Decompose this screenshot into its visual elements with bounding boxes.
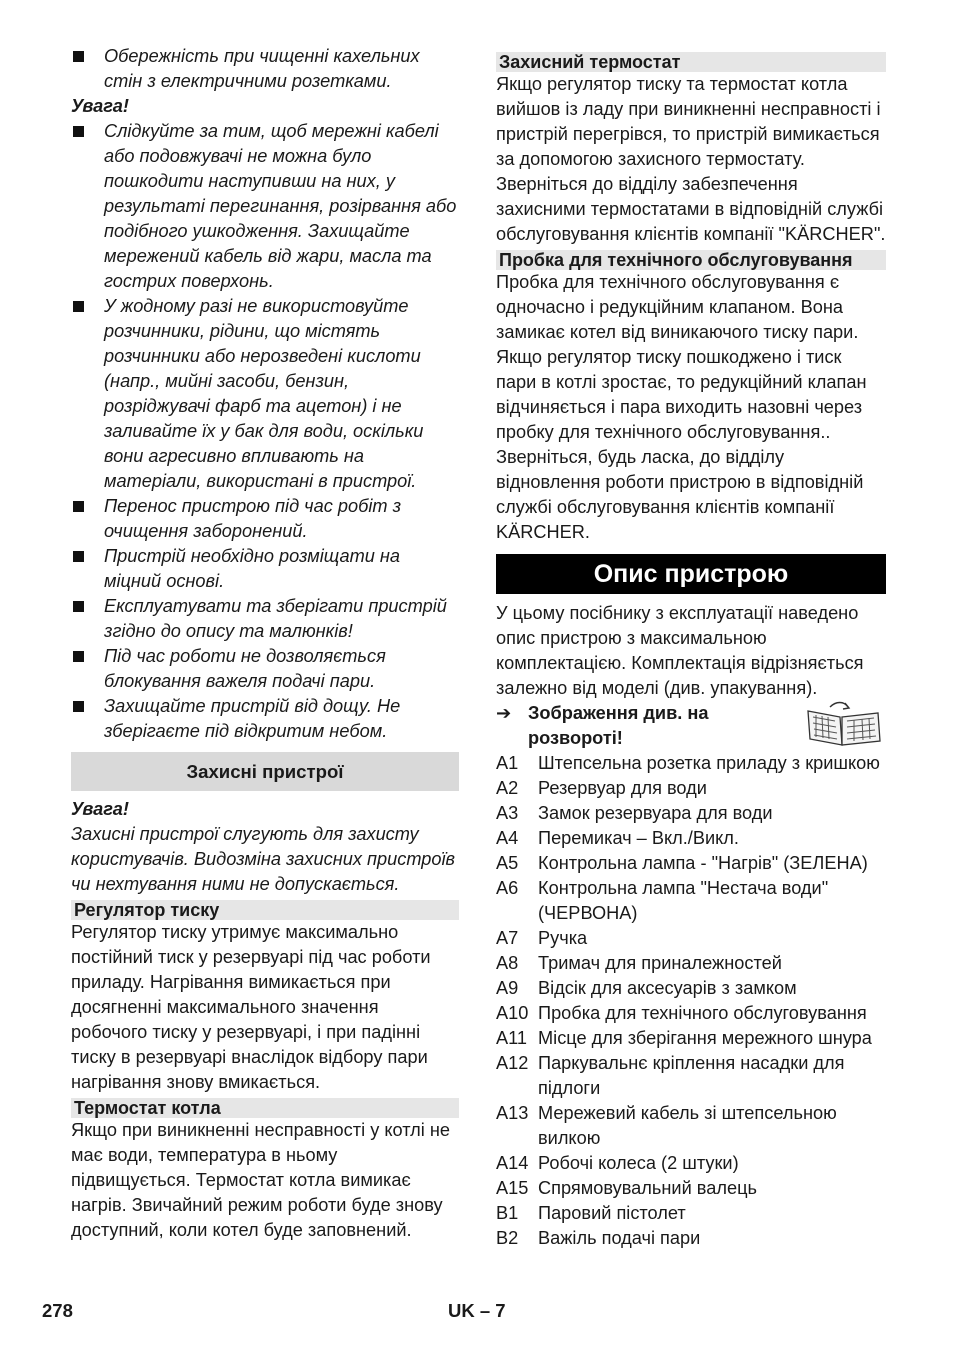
parts-list-item <box>496 751 886 776</box>
parts-list-item <box>496 951 886 976</box>
see-pictures-note <box>496 701 758 751</box>
see-pictures-text: Зображення див. на розвороті! <box>528 703 709 748</box>
parts-list-item <box>496 1201 886 1226</box>
part-code: A13 <box>496 1103 529 1123</box>
safety-bullet: Слідкуйте за тим, щоб мережні кабелі або подовжувачі не можна було пошкодити наступивши на них, у результаті перегинання, розірвання або подібного ушкодження. Захищайте мережений кабель від жари, масла та гострих поверхонь. <box>71 119 459 294</box>
pressure-regulator-heading: Регулятор тиску <box>71 900 459 920</box>
part-label: Місце для зберігання мережного шнура <box>538 1028 872 1048</box>
parts-list-item <box>496 1101 886 1151</box>
part-code: A5 <box>496 853 519 873</box>
part-code: A9 <box>496 978 519 998</box>
parts-list-item <box>496 826 886 851</box>
section-reference: UK – 7 <box>448 1300 506 1321</box>
part-label: Штепсельна розетка приладу з кришкою <box>538 753 880 773</box>
open-book-icon <box>802 699 884 749</box>
parts-list-item <box>496 776 886 801</box>
safety-bullet: Експлуатувати та зберігати пристрій згідно до опису та малюнків! <box>71 594 459 644</box>
part-code: A12 <box>496 1053 529 1073</box>
parts-list-item <box>496 801 886 826</box>
safety-thermostat-text: Якщо регулятор тиску та термостат котла вийшов із ладу при виникненні несправності і пристрій перегрівся, то пристрій вимикається за допомогою захисного термостату. Зверніться до відділу забезпечення захисними термостатами в відповідній службі обслуговування клієнтів компанії "KÄRCHER". <box>496 74 886 244</box>
page-number: 278 <box>42 1300 73 1321</box>
part-label: Ручка <box>538 928 588 948</box>
part-code: A1 <box>496 753 519 773</box>
service-plug-text: Пробка для технічного обслуговування є одночасно і редукційним клапаном. Вона замикає котел від виникаючого тиску пари. Якщо регулятор тиску пошкоджено і тиск пари в котлі зростає, то редукційний клапан відчиняється і пара виходить назовні через пробку для технічного обслуговування.. Зверніться, будь ласка, до відділу відновлення роботи пристрою в відповідній службі обслуговування клієнтів компанії KÄRCHER. <box>496 272 867 542</box>
part-code: A14 <box>496 1153 529 1173</box>
part-label: Пробка для технічного обслуговування <box>538 1003 867 1023</box>
part-code: A6 <box>496 878 519 898</box>
part-code: B1 <box>496 1203 519 1223</box>
part-label: Відсік для аксесуарів з замком <box>538 978 797 998</box>
part-code: A11 <box>496 1028 528 1048</box>
protective-text: Захисні пристрої слугують для захисту користувачів. Видозміна захисних пристроїв чи нехтування ними не допускається. <box>71 824 456 894</box>
see-pictures-row <box>496 701 886 751</box>
right-column <box>496 44 886 1251</box>
pressure-regulator-text: Регулятор тиску утримує максимально постійний тиск у резервуарі під час роботи приладу. Нагрівання вимикається при досягненні максимального значення робочого тиску у резервуарі, і при падінні тиску в резервуарі внаслідок відбору пари нагрівання знову вмикається. <box>71 922 431 1092</box>
safety-bullet: Пристрій необхідно розміщати на міцний основі. <box>71 544 459 594</box>
protective-devices-heading: Захисні пристрої <box>71 752 459 791</box>
service-plug-heading: Пробка для технічного обслуговування <box>496 250 886 270</box>
left-column <box>71 44 459 1243</box>
parts-list-item <box>496 1051 886 1101</box>
part-label: Контрольна лампа - "Нагрів" (ЗЕЛЕНА) <box>538 853 868 873</box>
part-label: Спрямовувальний валець <box>538 1178 757 1198</box>
part-label: Перемикач – Вкл./Викл. <box>538 828 739 848</box>
part-code: A2 <box>496 778 519 798</box>
part-label: Резервуар для води <box>538 778 707 798</box>
part-code: A15 <box>496 1178 529 1198</box>
parts-list-item <box>496 1001 886 1026</box>
part-label: Тримач для приналежностей <box>538 953 782 973</box>
part-label: Контрольна лампа "Нестача води" (ЧЕРВОНА) <box>538 878 829 923</box>
boiler-thermostat-text: Якщо при виникненні несправності у котлі не має води, температура в ньому підвищується. Термостат котла вимикає нагрів. Звичайний режим роботи буде знову доступний, коли котел буде заповнений. <box>71 1120 451 1240</box>
part-code: A10 <box>496 1003 529 1023</box>
part-label: Робочі колеса (2 штуки) <box>538 1153 739 1173</box>
safety-bullet: Під час роботи не дозволяється блокування важеля подачі пари. <box>71 644 459 694</box>
part-code: A8 <box>496 953 519 973</box>
boiler-thermostat-heading: Термостат котла <box>71 1098 459 1118</box>
arrow-right-icon: ➔ <box>496 703 512 723</box>
protective-warning-label: Увага! <box>71 799 129 819</box>
device-intro-text: У цьому посібнику з експлуатації наведено опис пристрою з максимальною комплектацією. Комплектація відрізняється залежно від моделі (див. упакування). <box>496 603 864 698</box>
parts-list <box>496 751 886 1251</box>
warning-label: Увага! <box>71 96 129 116</box>
parts-list-item <box>496 926 886 951</box>
part-code: A4 <box>496 828 519 848</box>
safety-bullet: У жодному разі не використовуйте розчинники, рідини, що містять розчинники або нерозведені кислоти (напр., мийні засоби, бензин, розріджувачі фарб та ацетон) і не заливайте їх у бак для води, оскільки вони агресивно впливають на матеріали, використані в пристрої. <box>71 294 459 494</box>
part-code: A3 <box>496 803 519 823</box>
part-label: Важіль подачі пари <box>538 1228 701 1248</box>
part-label: Паркувальнє кріплення насадки для підлоги <box>538 1053 845 1098</box>
safety-bullet: Обережність при чищенні кахельних стін з електричними розетками. <box>71 44 459 94</box>
parts-list-item <box>496 1176 886 1201</box>
part-code: A7 <box>496 928 519 948</box>
parts-list-item <box>496 1151 886 1176</box>
parts-list-item <box>496 1226 886 1251</box>
parts-list-item <box>496 1026 886 1051</box>
parts-list-item <box>496 851 886 876</box>
part-code: B2 <box>496 1228 519 1248</box>
parts-list-item <box>496 976 886 1001</box>
part-label: Мережевий кабель зі штепсельною вилкою <box>538 1103 837 1148</box>
parts-list-item <box>496 876 886 926</box>
safety-thermostat-heading: Захисний термостат <box>496 52 886 72</box>
device-description-heading: Опис пристрою <box>496 554 886 594</box>
safety-bullet: Перенос пристрою під час робіт з очищення заборонений. <box>71 494 459 544</box>
part-label: Паровий пістолет <box>538 1203 686 1223</box>
safety-bullet: Захищайте пристрій від дощу. Не зберігаєте під відкритим небом. <box>71 694 459 744</box>
part-label: Замок резервуара для води <box>538 803 773 823</box>
